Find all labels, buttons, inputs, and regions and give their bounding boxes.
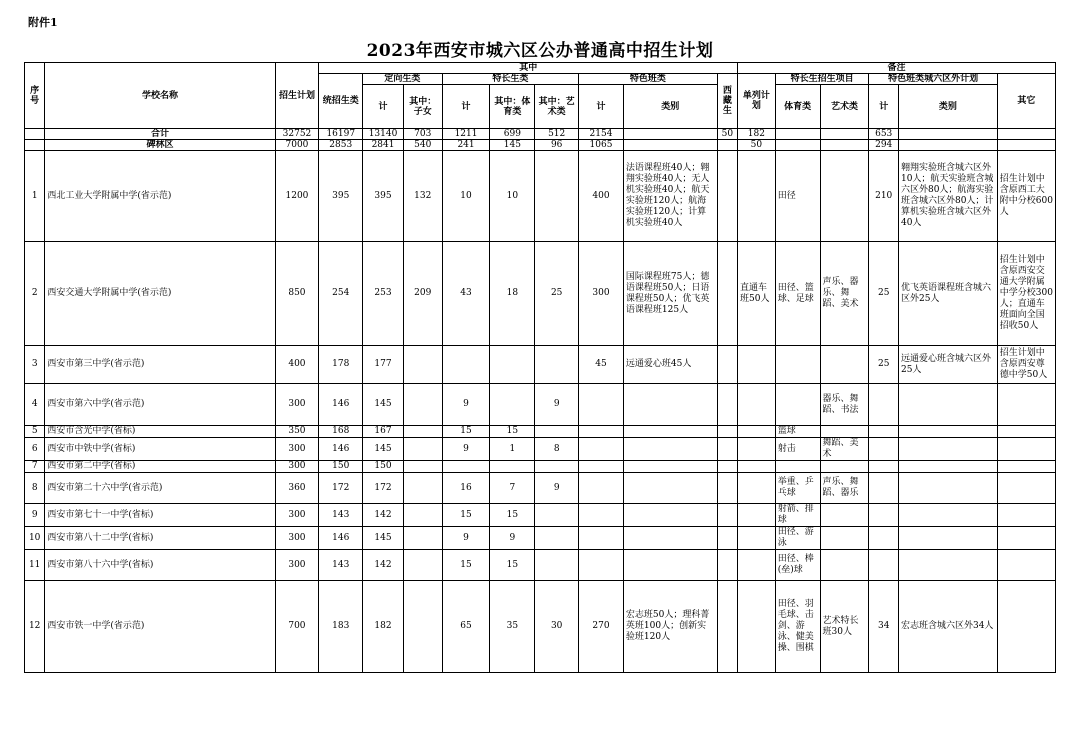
cell-ft-total — [579, 473, 624, 504]
table-row — [25, 151, 1056, 242]
cell-proj-arts — [820, 504, 869, 527]
cell-dir-total: 145 — [363, 438, 404, 461]
cell-out-total: 25 — [869, 242, 899, 346]
header-special-arts: 其中：艺术类 — [535, 85, 579, 129]
header-special-talent: 特长生类 — [442, 74, 578, 85]
cell-seq: 8 — [25, 473, 45, 504]
cell-sp-sports: 18 — [490, 242, 535, 346]
header-special-project: 特长生招生项目 — [775, 74, 869, 85]
summary-sp-sports: 145 — [490, 140, 535, 151]
attachment-label: 附件1 — [28, 16, 58, 29]
cell-ft-category — [623, 461, 717, 473]
cell-sp-arts — [535, 550, 579, 581]
cell-name: 西安市第八十二中学(省标) — [45, 527, 275, 550]
cell-out-total: 25 — [869, 346, 899, 384]
cell-ft-category: 宏志班50人；理科菁英班100人；创新实验班120人 — [623, 581, 717, 673]
cell-proj-sports: 篮球 — [775, 426, 820, 438]
cell-sp-arts — [535, 527, 579, 550]
cell-seq: 6 — [25, 438, 45, 461]
cell-seq: 10 — [25, 527, 45, 550]
header-single-list: 单列计划 — [738, 74, 776, 129]
cell-plan: 300 — [275, 461, 319, 473]
cell-out-category — [898, 384, 997, 426]
summary-sp-sports: 699 — [490, 129, 535, 140]
cell-sp-total: 9 — [442, 384, 490, 426]
summary-ft-total: 1065 — [579, 140, 624, 151]
cell-seq: 7 — [25, 461, 45, 473]
cell-sp-sports: 10 — [490, 151, 535, 242]
cell-dir-children — [403, 504, 442, 527]
cell-plan: 700 — [275, 581, 319, 673]
cell-proj-sports: 举重、乒乓球 — [775, 473, 820, 504]
cell-proj-arts — [820, 550, 869, 581]
cell-proj-sports: 田径、游泳 — [775, 527, 820, 550]
cell-out-category — [898, 461, 997, 473]
cell-unified: 395 — [319, 151, 363, 242]
cell-out-category — [898, 550, 997, 581]
cell-unified: 146 — [319, 527, 363, 550]
cell-ft-total: 45 — [579, 346, 624, 384]
summary-dir-children: 540 — [403, 140, 442, 151]
cell-single — [738, 438, 776, 461]
cell-sp-arts: 9 — [535, 384, 579, 426]
cell-ft-category — [623, 550, 717, 581]
cell-plan: 300 — [275, 384, 319, 426]
cell-tibet — [717, 473, 737, 504]
cell-tibet — [717, 384, 737, 426]
cell-other — [997, 473, 1055, 504]
cell-unified: 146 — [319, 384, 363, 426]
cell-dir-total: 172 — [363, 473, 404, 504]
cell-sp-sports: 15 — [490, 504, 535, 527]
header-feature-class: 特色班类 — [579, 74, 718, 85]
cell-single — [738, 527, 776, 550]
cell-dir-total: 142 — [363, 550, 404, 581]
summary-plan: 7000 — [275, 140, 319, 151]
cell-dir-children — [403, 346, 442, 384]
cell-other — [997, 504, 1055, 527]
cell-plan: 400 — [275, 346, 319, 384]
cell-seq: 3 — [25, 346, 45, 384]
cell-sp-total: 43 — [442, 242, 490, 346]
cell-sp-sports — [490, 384, 535, 426]
summary-seq — [25, 129, 45, 140]
header-among: 其中 — [319, 63, 738, 74]
summary-out-total: 294 — [869, 140, 899, 151]
summary-empty-cell — [898, 140, 997, 151]
cell-sp-total — [442, 461, 490, 473]
cell-name: 西安交通大学附属中学(省示范) — [45, 242, 275, 346]
header-project-sports: 体育类 — [775, 85, 820, 129]
cell-proj-arts — [820, 151, 869, 242]
cell-proj-arts — [820, 346, 869, 384]
cell-name: 西安市含光中学(省标) — [45, 426, 275, 438]
cell-proj-arts: 舞蹈、美术 — [820, 438, 869, 461]
cell-other — [997, 550, 1055, 581]
cell-sp-sports: 35 — [490, 581, 535, 673]
cell-plan: 300 — [275, 438, 319, 461]
header-feature-category: 类别 — [623, 85, 717, 129]
cell-single — [738, 504, 776, 527]
cell-plan: 1200 — [275, 151, 319, 242]
cell-unified: 150 — [319, 461, 363, 473]
cell-ft-total — [579, 438, 624, 461]
cell-ft-category — [623, 438, 717, 461]
cell-unified: 143 — [319, 550, 363, 581]
cell-ft-total — [579, 384, 624, 426]
cell-name: 西安市第七十一中学(省标) — [45, 504, 275, 527]
cell-dir-total: 142 — [363, 504, 404, 527]
cell-out-category — [898, 438, 997, 461]
cell-tibet — [717, 242, 737, 346]
table-row — [25, 473, 1056, 504]
cell-seq: 1 — [25, 151, 45, 242]
cell-seq: 2 — [25, 242, 45, 346]
cell-plan: 300 — [275, 550, 319, 581]
cell-ft-total: 300 — [579, 242, 624, 346]
cell-sp-sports: 1 — [490, 438, 535, 461]
header-unified: 统招生类 — [319, 74, 363, 129]
cell-dir-children — [403, 384, 442, 426]
summary-empty-cell — [820, 129, 869, 140]
cell-name: 西安市第二中学(省标) — [45, 461, 275, 473]
cell-out-total — [869, 384, 899, 426]
cell-out-category — [898, 426, 997, 438]
cell-out-category: 优飞英语课程班含城六区外25人 — [898, 242, 997, 346]
summary-empty-cell — [997, 129, 1055, 140]
header-outside-total: 计 — [869, 85, 899, 129]
table-row — [25, 384, 1056, 426]
cell-proj-sports — [775, 346, 820, 384]
cell-out-category — [898, 473, 997, 504]
cell-unified: 143 — [319, 504, 363, 527]
cell-unified: 178 — [319, 346, 363, 384]
cell-out-category — [898, 504, 997, 527]
header-special-sports: 其中：体育类 — [490, 85, 535, 129]
cell-other: 招生计划中含原西安尊德中学50人 — [997, 346, 1055, 384]
cell-single — [738, 550, 776, 581]
cell-sp-total: 16 — [442, 473, 490, 504]
table-row — [25, 242, 1056, 346]
summary-empty-cell — [623, 129, 717, 140]
cell-proj-arts: 器乐、舞蹈、书法 — [820, 384, 869, 426]
summary-dir-children: 703 — [403, 129, 442, 140]
cell-sp-arts: 25 — [535, 242, 579, 346]
summary-empty-cell — [775, 140, 820, 151]
summary-plan: 32752 — [275, 129, 319, 140]
cell-out-category: 翱翔实验班含城六区外10人；航天实验班含城六区外80人；航海实验班含城六区外80人；计算机实验班含城六区外40人 — [898, 151, 997, 242]
summary-name: 碑林区 — [45, 140, 275, 151]
cell-ft-total: 270 — [579, 581, 624, 673]
cell-dir-total: 145 — [363, 527, 404, 550]
summary-ft-total: 2154 — [579, 129, 624, 140]
cell-tibet — [717, 426, 737, 438]
cell-ft-total — [579, 426, 624, 438]
cell-tibet — [717, 550, 737, 581]
summary-empty-cell — [623, 140, 717, 151]
cell-single — [738, 384, 776, 426]
cell-dir-children — [403, 550, 442, 581]
document-title: 2023年西安市城六区公办普通高中招生计划 — [366, 41, 714, 61]
cell-seq: 4 — [25, 384, 45, 426]
cell-dir-children — [403, 461, 442, 473]
summary-empty-cell — [898, 129, 997, 140]
cell-ft-total — [579, 461, 624, 473]
cell-seq: 11 — [25, 550, 45, 581]
cell-ft-category — [623, 384, 717, 426]
summary-sp-total: 241 — [442, 140, 490, 151]
header-remarks: 备注 — [738, 63, 1056, 74]
summary-dir-total: 2841 — [363, 140, 404, 151]
cell-single — [738, 151, 776, 242]
cell-proj-sports: 田径、棒(垒)球 — [775, 550, 820, 581]
summary-dir-total: 13140 — [363, 129, 404, 140]
summary-tibet: 50 — [717, 129, 737, 140]
cell-sp-arts — [535, 151, 579, 242]
cell-dir-children: 132 — [403, 151, 442, 242]
cell-single — [738, 473, 776, 504]
cell-name: 西安市铁一中学(省示范) — [45, 581, 275, 673]
header-outside-category: 类别 — [898, 85, 997, 129]
cell-plan: 360 — [275, 473, 319, 504]
cell-plan: 300 — [275, 527, 319, 550]
header-directed-total: 计 — [363, 85, 404, 129]
cell-dir-total: 145 — [363, 384, 404, 426]
cell-out-category — [898, 527, 997, 550]
cell-other: 招生计划中含原西工大附中分校600人 — [997, 151, 1055, 242]
cell-out-total — [869, 527, 899, 550]
summary-unified: 2853 — [319, 140, 363, 151]
cell-name: 西安市中铁中学(省标) — [45, 438, 275, 461]
cell-other — [997, 581, 1055, 673]
cell-dir-total: 253 — [363, 242, 404, 346]
table-row — [25, 426, 1056, 438]
header-feature-outside: 特色班类城六区外计划 — [869, 74, 997, 85]
cell-proj-sports — [775, 461, 820, 473]
cell-sp-total: 10 — [442, 151, 490, 242]
cell-other — [997, 438, 1055, 461]
cell-proj-arts: 声乐、舞蹈、器乐 — [820, 473, 869, 504]
header-other: 其它 — [997, 74, 1055, 129]
cell-ft-category: 国际课程班75人；德语课程班50人；日语课程班50人；优飞英语课程班125人 — [623, 242, 717, 346]
summary-empty-cell — [997, 140, 1055, 151]
cell-sp-arts — [535, 426, 579, 438]
cell-single — [738, 346, 776, 384]
cell-ft-category — [623, 473, 717, 504]
cell-out-category: 宏志班含城六区外34人 — [898, 581, 997, 673]
enrollment-plan-table — [24, 62, 1056, 673]
cell-dir-total: 150 — [363, 461, 404, 473]
cell-dir-children — [403, 426, 442, 438]
cell-plan: 350 — [275, 426, 319, 438]
cell-sp-arts — [535, 461, 579, 473]
cell-proj-arts — [820, 426, 869, 438]
cell-sp-sports — [490, 461, 535, 473]
cell-out-total — [869, 461, 899, 473]
summary-sp-total: 1211 — [442, 129, 490, 140]
table-row — [25, 550, 1056, 581]
cell-out-total — [869, 426, 899, 438]
cell-ft-total — [579, 550, 624, 581]
cell-proj-arts — [820, 461, 869, 473]
cell-name: 西安市第六中学(省示范) — [45, 384, 275, 426]
cell-unified: 183 — [319, 581, 363, 673]
cell-tibet — [717, 581, 737, 673]
cell-unified: 146 — [319, 438, 363, 461]
cell-dir-children: 209 — [403, 242, 442, 346]
header-directed: 定向生类 — [363, 74, 442, 85]
summary-sp-arts: 96 — [535, 140, 579, 151]
cell-sp-total: 9 — [442, 527, 490, 550]
cell-ft-category: 法语课程班40人；翱翔实验班40人；无人机实验班40人；航天实验班120人；航海实验班120人；计算机实验班40人 — [623, 151, 717, 242]
cell-name: 西安市第二十六中学(省示范) — [45, 473, 275, 504]
cell-sp-sports: 7 — [490, 473, 535, 504]
cell-sp-total: 15 — [442, 504, 490, 527]
summary-unified: 16197 — [319, 129, 363, 140]
cell-other — [997, 384, 1055, 426]
header-directed-children: 其中：子女 — [403, 85, 442, 129]
cell-seq: 9 — [25, 504, 45, 527]
cell-seq: 5 — [25, 426, 45, 438]
header-project-arts: 艺术类 — [820, 85, 869, 129]
cell-proj-arts: 艺术特长班30人 — [820, 581, 869, 673]
cell-proj-sports: 射箭、排球 — [775, 504, 820, 527]
cell-name: 西安市第八十六中学(省标) — [45, 550, 275, 581]
cell-tibet — [717, 151, 737, 242]
cell-proj-sports: 田径 — [775, 151, 820, 242]
cell-plan: 300 — [275, 504, 319, 527]
cell-dir-children — [403, 473, 442, 504]
cell-dir-total: 395 — [363, 151, 404, 242]
cell-sp-total: 15 — [442, 550, 490, 581]
header-seq: 序号 — [25, 63, 45, 129]
summary-empty-cell — [820, 140, 869, 151]
summary-seq — [25, 140, 45, 151]
cell-dir-children — [403, 527, 442, 550]
summary-single: 50 — [738, 140, 776, 151]
table-row — [25, 527, 1056, 550]
cell-out-total — [869, 438, 899, 461]
cell-other — [997, 426, 1055, 438]
cell-other — [997, 527, 1055, 550]
cell-out-total — [869, 473, 899, 504]
summary-single: 182 — [738, 129, 776, 140]
table-row — [25, 346, 1056, 384]
cell-other: 招生计划中含原西安交通大学附属中学分校300人；直通车班面向全国招收50人 — [997, 242, 1055, 346]
summary-row — [25, 140, 1056, 151]
header-plan: 招生计划 — [275, 63, 319, 129]
cell-sp-arts — [535, 504, 579, 527]
cell-ft-total — [579, 504, 624, 527]
cell-dir-total: 167 — [363, 426, 404, 438]
cell-unified: 254 — [319, 242, 363, 346]
cell-sp-sports: 15 — [490, 426, 535, 438]
cell-ft-category: 远通爱心班45人 — [623, 346, 717, 384]
cell-name: 西安市第三中学(省示范) — [45, 346, 275, 384]
cell-sp-sports — [490, 346, 535, 384]
cell-tibet — [717, 346, 737, 384]
table-row — [25, 581, 1056, 673]
cell-proj-sports: 田径、篮球、足球 — [775, 242, 820, 346]
cell-sp-total: 15 — [442, 426, 490, 438]
header-tibet: 西藏生 — [717, 74, 737, 129]
header-special-total: 计 — [442, 85, 490, 129]
cell-sp-total — [442, 346, 490, 384]
cell-out-total — [869, 550, 899, 581]
cell-sp-arts: 8 — [535, 438, 579, 461]
summary-name: 合计 — [45, 129, 275, 140]
table-row — [25, 438, 1056, 461]
cell-other — [997, 461, 1055, 473]
cell-proj-sports: 田径、羽毛球、击剑、游泳、健美操、围棋 — [775, 581, 820, 673]
cell-tibet — [717, 504, 737, 527]
cell-ft-category — [623, 426, 717, 438]
cell-proj-sports: 射击 — [775, 438, 820, 461]
cell-ft-total: 400 — [579, 151, 624, 242]
cell-sp-sports: 15 — [490, 550, 535, 581]
cell-sp-sports: 9 — [490, 527, 535, 550]
cell-dir-children — [403, 581, 442, 673]
cell-proj-sports — [775, 384, 820, 426]
summary-empty-cell — [775, 129, 820, 140]
cell-proj-arts: 声乐、器乐、舞蹈、美术 — [820, 242, 869, 346]
cell-sp-arts: 9 — [535, 473, 579, 504]
cell-tibet — [717, 438, 737, 461]
cell-seq: 12 — [25, 581, 45, 673]
summary-sp-arts: 512 — [535, 129, 579, 140]
cell-unified: 168 — [319, 426, 363, 438]
summary-out-total: 653 — [869, 129, 899, 140]
cell-single — [738, 426, 776, 438]
cell-sp-arts: 30 — [535, 581, 579, 673]
cell-sp-total: 65 — [442, 581, 490, 673]
cell-ft-category — [623, 527, 717, 550]
cell-tibet — [717, 461, 737, 473]
cell-out-total: 34 — [869, 581, 899, 673]
summary-row — [25, 129, 1056, 140]
cell-name: 西北工业大学附属中学(省示范) — [45, 151, 275, 242]
summary-tibet — [717, 140, 737, 151]
cell-proj-arts — [820, 527, 869, 550]
cell-dir-total: 182 — [363, 581, 404, 673]
cell-out-total: 210 — [869, 151, 899, 242]
cell-out-category: 远通爱心班含城六区外25人 — [898, 346, 997, 384]
cell-out-total — [869, 504, 899, 527]
cell-single: 直通车班50人 — [738, 242, 776, 346]
cell-dir-children — [403, 438, 442, 461]
cell-ft-category — [623, 504, 717, 527]
cell-tibet — [717, 527, 737, 550]
cell-sp-arts — [535, 346, 579, 384]
table-row — [25, 504, 1056, 527]
table-row — [25, 461, 1056, 473]
cell-single — [738, 581, 776, 673]
header-school: 学校名称 — [45, 63, 275, 129]
header-feature-total: 计 — [579, 85, 624, 129]
cell-dir-total: 177 — [363, 346, 404, 384]
cell-unified: 172 — [319, 473, 363, 504]
cell-ft-total — [579, 527, 624, 550]
cell-plan: 850 — [275, 242, 319, 346]
cell-single — [738, 461, 776, 473]
cell-sp-total: 9 — [442, 438, 490, 461]
